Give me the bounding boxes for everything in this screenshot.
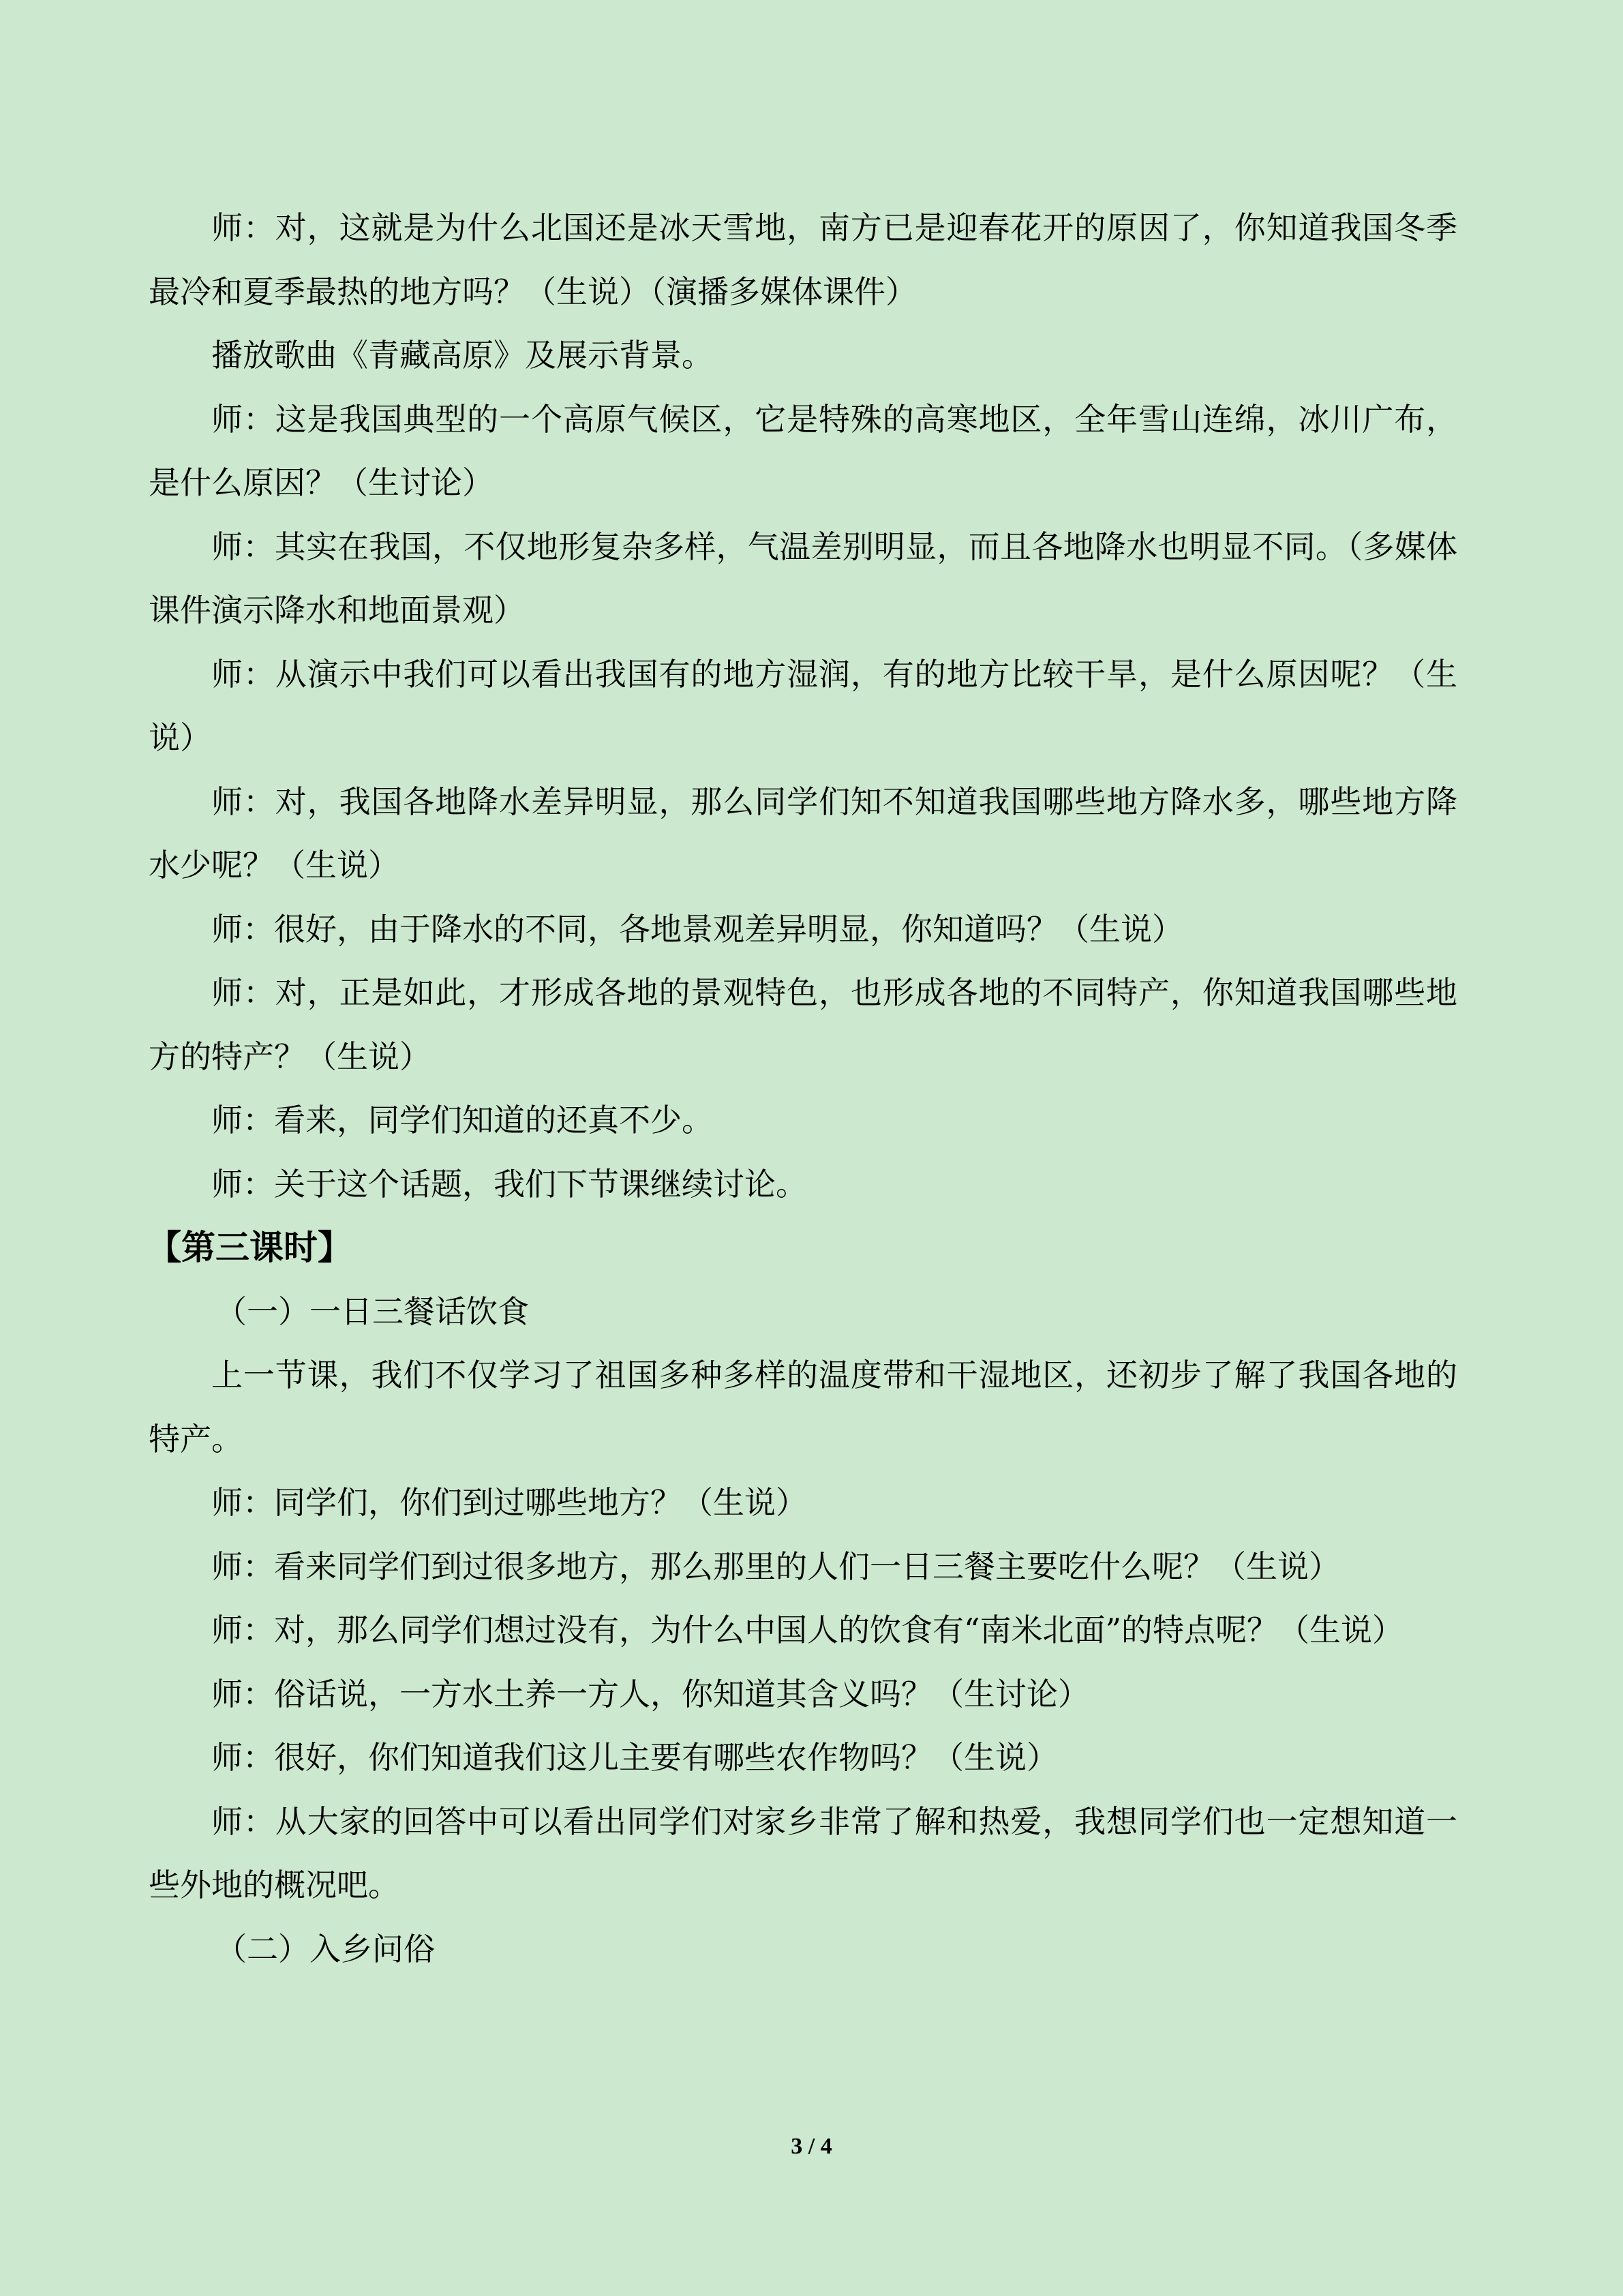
subheading: （二）入乡问俗	[215, 1930, 435, 1967]
paragraph: 师：很好，你们知道我们这儿主要有哪些农作物吗？（生说）	[211, 1739, 1058, 1776]
paragraph: 师：对，那么同学们想过没有，为什么中国人的饮食有“南米北面”的特点呢？（生说）	[211, 1612, 1404, 1648]
paragraph: 师：对，这就是为什么北国还是冰天雪地，南方已是迎春花开的原因了，你知道我国冬季最冷和夏季最热的地方吗？（生说）（演播多媒体课件）	[149, 209, 1457, 310]
paragraph: 上一节课，我们不仅学习了祖国多种多样的温度带和干湿地区，还初步了解了我国各地的特产。	[149, 1357, 1457, 1457]
paragraph: 师：俗话说，一方水土养一方人，你知道其含义吗？（生讨论）	[211, 1675, 1089, 1712]
paragraph: 师：关于这个话题，我们下节课继续讨论。	[211, 1165, 807, 1203]
paragraph: 播放歌曲《青藏高原》及展示背景。	[211, 337, 713, 374]
paragraph: 师：这是我国典型的一个高原气候区，它是特殊的高寒地区，全年雪山连绵，冰川广布，是什么原因？（生讨论）	[149, 400, 1457, 501]
paragraph: 师：很好，由于降水的不同，各地景观差异明显，你知道吗？（生说）	[211, 910, 1183, 948]
page-number: 3 / 4	[791, 2134, 832, 2159]
section-heading: 【第三课时】	[147, 1228, 352, 1267]
paragraph: 师：从大家的回答中可以看出同学们对家乡非常了解和热爱，我想同学们也一定想知道一些外地的概况吧。	[149, 1802, 1457, 1903]
subheading: （一）一日三餐话饮食	[215, 1293, 529, 1330]
document-body	[149, 196, 1457, 1981]
paragraph: 师：看来，同学们知道的还真不少。	[211, 1102, 713, 1138]
paragraph: 师：对，正是如此，才形成各地的景观特色，也形成各地的不同特产，你知道我国哪些地方的特产？（生说）	[149, 974, 1457, 1075]
paragraph: 师：看来同学们到过很多地方，那么那里的人们一日三餐主要吃什么呢？（生说）	[211, 1547, 1340, 1585]
paragraph: 师：其实在我国，不仅地形复杂多样，气温差别明显，而且各地降水也明显不同。（多媒体课件演示降水和地面景观）	[149, 528, 1457, 629]
paragraph: 师：同学们，你们到过哪些地方？（生说）	[211, 1484, 807, 1521]
paragraph: 师：从演示中我们可以看出我国有的地方湿润，有的地方比较干旱，是什么原因呢？（生说）	[149, 655, 1457, 756]
paragraph: 师：对，我国各地降水差异明显，那么同学们知不知道我国哪些地方降水多，哪些地方降水少呢？（生说）	[149, 783, 1457, 883]
